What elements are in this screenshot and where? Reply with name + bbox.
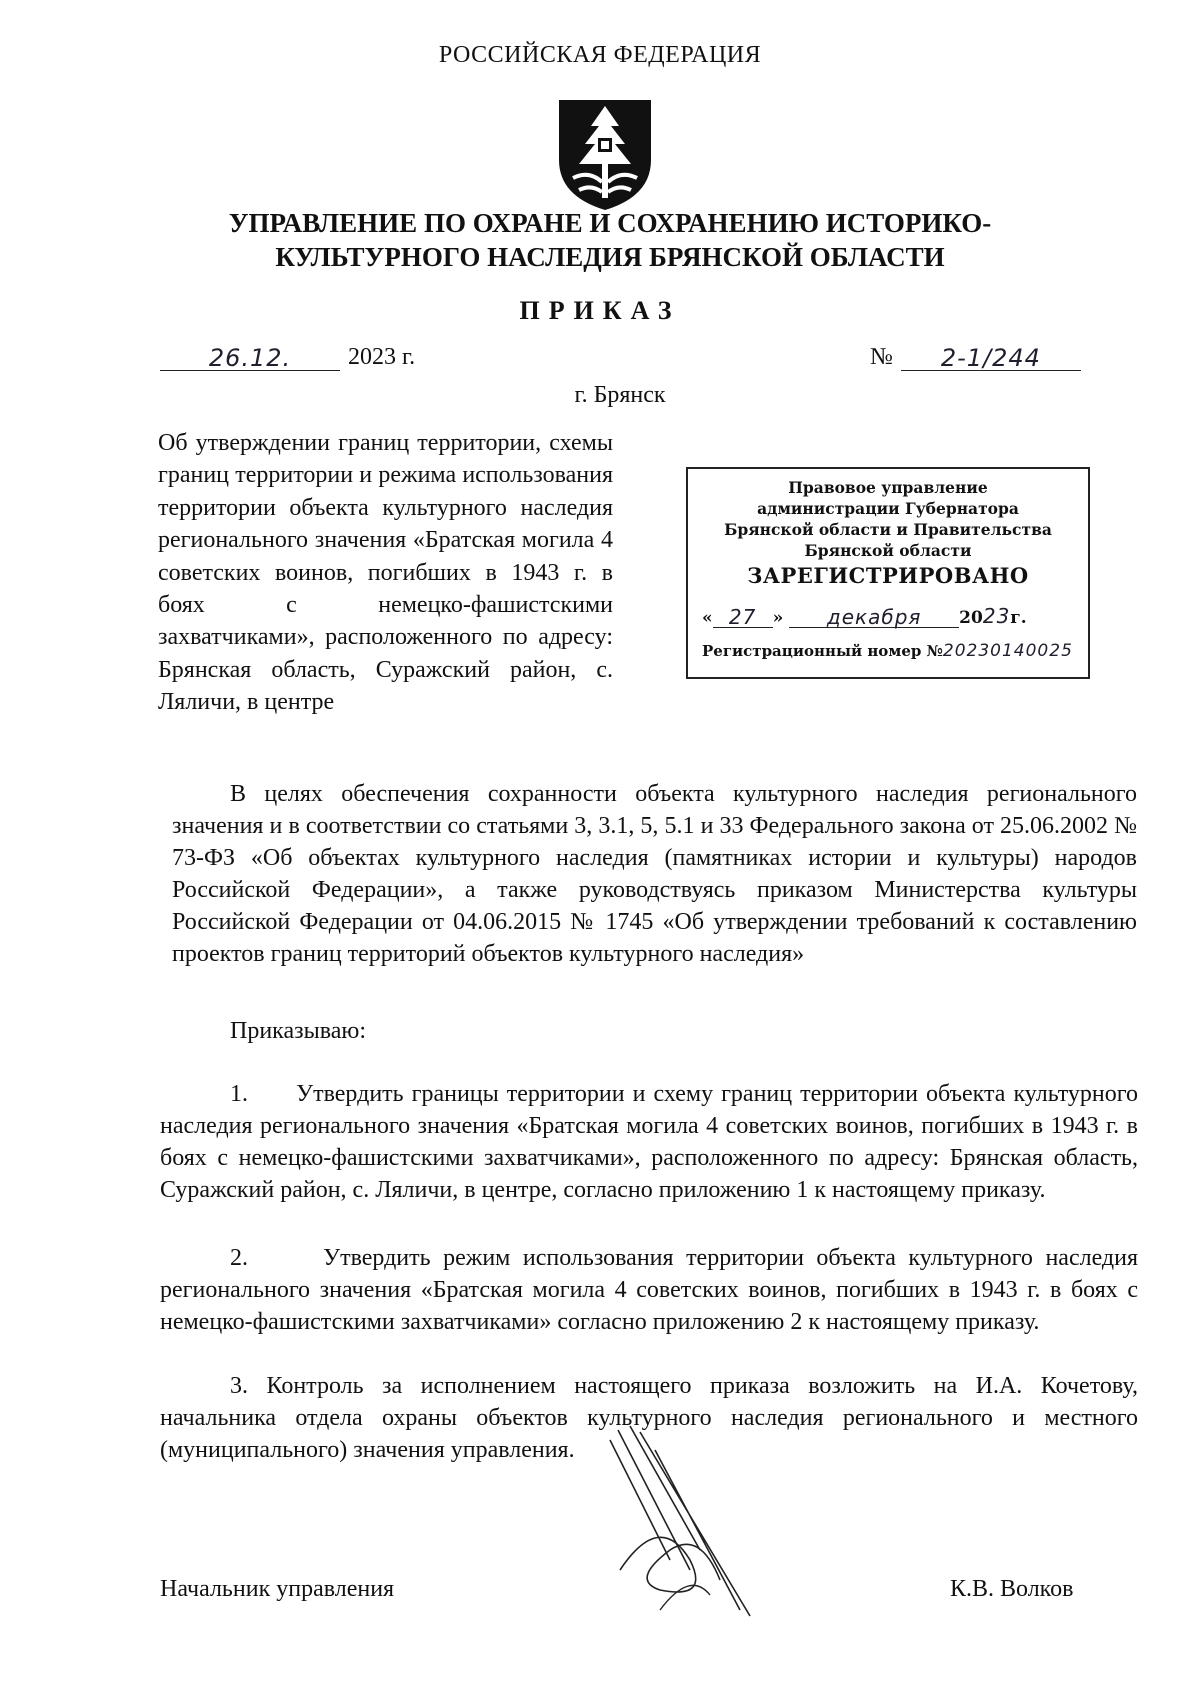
- order-item-2: 2. Утвердить режим использования территории объекта культурного наследия регионального значения «Братская могила 4 советских воинов, погибших в 1943 г. в боях с немецко-фашистскими захватчиками» согласно приложению 2 к настоящему приказу.: [160, 1245, 1144, 1335]
- stamp-org-line: Правовое управление: [788, 478, 988, 497]
- coat-of-arms-icon: [553, 96, 657, 214]
- order-item-1: 1. Утвердить границы территории и схему границ территории объекта культурного наследия регионального значения «Братская могила 4 советских воинов, погибших в 1943 г. в боях с немецко-фашистскими захватчиками», расположенного по адресу: Брянская область, Суражский район, с. Ляличи, в центре, согласно приложению 1 к настоящему приказу.: [160, 1081, 1144, 1203]
- stamp-year-prefix: 20: [959, 608, 983, 628]
- stamp-registration-number: [702, 641, 1087, 661]
- stamp-month: декабря: [826, 605, 922, 629]
- city: г. Брянск: [574, 382, 666, 408]
- stamp-year: 23: [982, 604, 1011, 628]
- stamp-org-line: Брянской области: [804, 541, 972, 560]
- date-field: [160, 344, 340, 371]
- stamp-org-line: администрации Губернатора: [757, 499, 1019, 518]
- stamp-date: [702, 604, 1082, 628]
- order-number: [870, 344, 1081, 371]
- order-item-3: 3. Контроль за исполнением настоящего приказа возложить на И.А. Кочетову, начальника отдела охраны объектов культурного наследия регионального и местного (муниципального) значения управления.: [160, 1373, 1138, 1463]
- organization-title: УПРАВЛЕНИЕ ПО ОХРАНЕ И СОХРАНЕНИЮ ИСТОРИКО-КУЛЬТУРНОГО НАСЛЕДИЯ БРЯНСКОЙ ОБЛАСТИ: [228, 208, 992, 272]
- registration-stamp: [686, 467, 1090, 679]
- document-type: ПРИКАЗ: [519, 296, 681, 325]
- stamp-day-field: [713, 605, 773, 628]
- stamp-quote-close: »: [772, 608, 784, 628]
- preamble-paragraph: В целях обеспечения сохранности объекта культурного наследия регионального значения и в соответствии со статьями 3, 3.1, 5, 5.1 и 33 Федерального закона от 25.06.2002 № 73-ФЗ «Об объектах культурного наследия (памятниках истории и культуры) народов Российской Федерации», а также руководствуясь приказом Министерства культуры Российской Федерации от 04.06.2015 № 1745 «Об утверждении требований к составлению проектов границ территорий объектов культурного наследия»: [172, 781, 1137, 967]
- order-word: Приказываю:: [230, 1018, 366, 1044]
- number-field: [901, 344, 1081, 371]
- stamp-day: 27: [728, 605, 757, 629]
- date-handwritten: 26.12.: [208, 344, 292, 372]
- stamp-status: ЗАРЕГИСТРИРОВАНО: [747, 563, 1029, 588]
- number-handwritten: 2-1/244: [940, 344, 1041, 372]
- stamp-org-line: Брянской области и Правительства: [724, 520, 1052, 539]
- stamp-quote-open: «: [702, 608, 713, 628]
- handwritten-signature: [600, 1420, 770, 1620]
- signatory-title: Начальник управления: [160, 1576, 395, 1602]
- stamp-year-suffix: г.: [1010, 608, 1027, 628]
- order-subject: Об утверждении границ территории, схемы границ территории и режима использования территории объекта культурного наследия регионального значения «Братская могила 4 советских воинов, погибших в 1943 г. в боях с немецко-фашистскими захватчиками», расположенного по адресу: Брянская область, Суражский район, с. Ляличи, в центре: [158, 430, 613, 716]
- stamp-regno-value: 20230140025: [942, 641, 1073, 661]
- stamp-organization: [688, 477, 1088, 561]
- date-year: 2023 г.: [348, 344, 416, 370]
- order-date: [160, 344, 415, 371]
- signatory-name: К.В. Волков: [950, 1576, 1074, 1602]
- stamp-regno-label: Регистрационный номер №: [702, 642, 943, 660]
- number-label: №: [870, 344, 893, 370]
- country-heading: РОССИЙСКАЯ ФЕДЕРАЦИЯ: [438, 42, 762, 68]
- stamp-month-field: [789, 605, 959, 628]
